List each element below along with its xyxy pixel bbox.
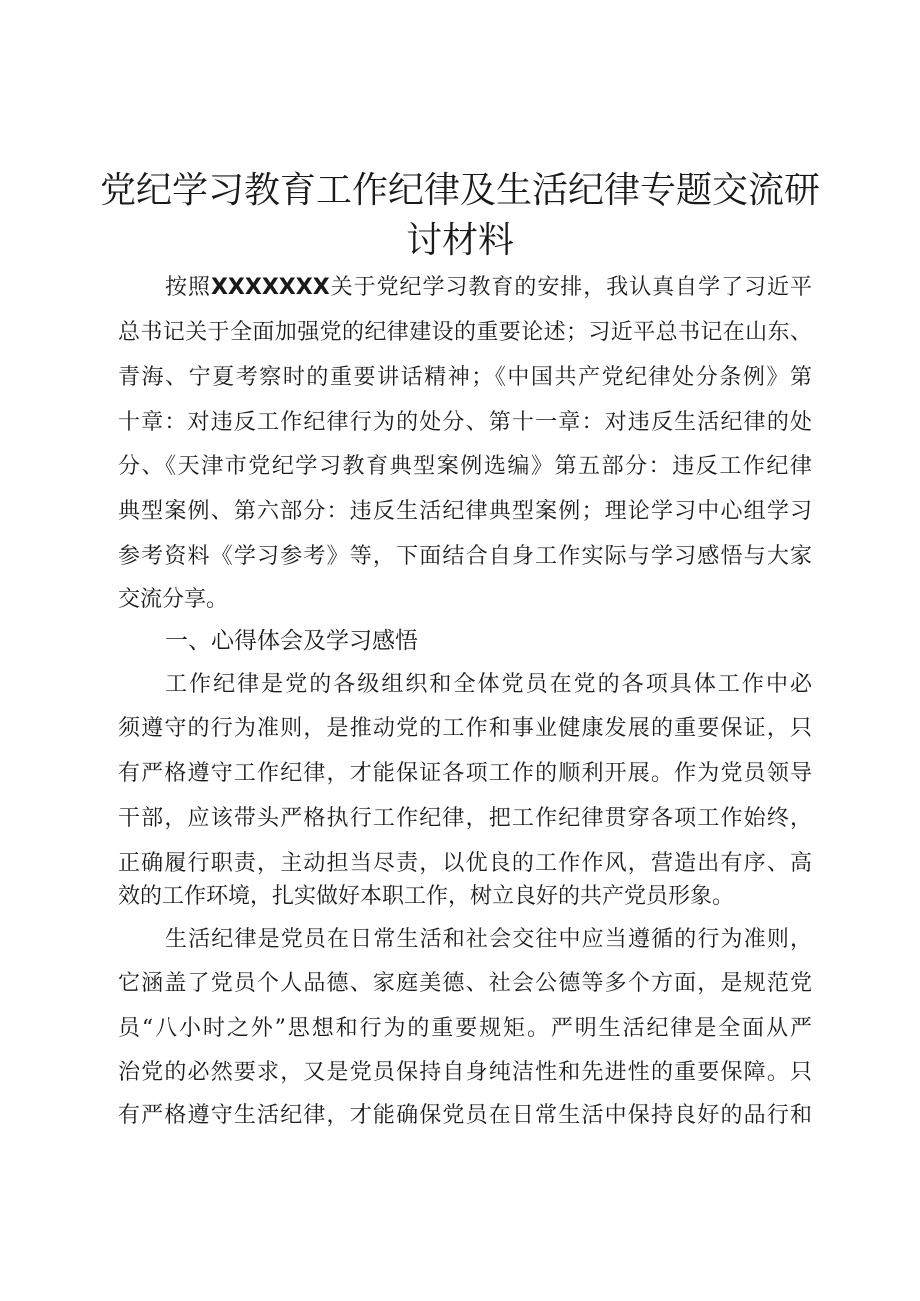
- document-title-line-2: 讨材料: [405, 220, 514, 261]
- intro-line-7: 参考资料《学习参考》等，下面结合自身工作实际与学习感悟与大家: [118, 544, 812, 569]
- para2-line-1: 生活纪律是党员在日常生活和社会交往中应当遵循的行为准则，: [165, 927, 812, 952]
- para1-line-6: 效的工作环境，扎实做好本职工作，树立良好的共产党员形象。: [118, 884, 735, 909]
- para1-line-1: 工作纪律是党的各级组织和全体党员在党的各项具体工作中必: [165, 672, 812, 697]
- intro-prefix: 按照: [165, 275, 211, 300]
- intro-line-4: 十章：对违反工作纪律行为的处分、第十一章：对违反生活纪律的处: [118, 410, 812, 435]
- para2-line-4: 治党的必然要求，又是党员保持自身纯洁性和先进性的重要保障。只: [118, 1060, 812, 1085]
- intro-line-6: 典型案例、第六部分：违反生活纪律典型案例；理论学习中心组学习: [118, 499, 812, 524]
- para2-line-5: 有严格遵守生活纪律，才能确保党员在日常生活中保持良好的品行和: [118, 1103, 812, 1128]
- intro-line-8: 交流分享。: [118, 587, 229, 612]
- section-heading: 一、心得体会及学习感悟: [165, 628, 418, 654]
- intro-line-2: 总书记关于全面加强党的纪律建设的重要论述；习近平总书记在山东、: [118, 320, 812, 345]
- para2-line-2: 它涵盖了党员个人品德、家庭美德、社会公德等多个方面，是规范党: [118, 971, 812, 996]
- redacted-org-name: XXXXXXX: [210, 275, 330, 300]
- intro-line-5: 分、《天津市党纪学习教育典型案例选编》第五部分：违反工作纪律: [118, 454, 812, 479]
- para1-line-5: 正确履行职责，主动担当尽责，以优良的工作作风，营造出有序、高: [118, 851, 812, 876]
- para1-line-3: 有严格遵守工作纪律，才能保证各项工作的顺利开展。作为党员领导: [118, 761, 812, 786]
- intro-line-3: 青海、宁夏考察时的重要讲话精神；《中国共产党纪律处分条例》第: [118, 365, 812, 390]
- para1-line-2: 须遵守的行为准则，是推动党的工作和事业健康发展的重要保证，只: [118, 716, 812, 741]
- intro-line-1: [165, 273, 812, 303]
- para1-line-4: 干部，应该带头严格执行工作纪律，把工作纪律贯穿各项工作始终，: [118, 806, 812, 831]
- para2-line-3: 员“八小时之外”思想和行为的重要规矩。严明生活纪律是全面从严: [118, 1016, 812, 1041]
- intro-suffix: 关于党纪学习教育的安排，我认真自学了习近平: [329, 275, 812, 300]
- document-title-line-1: 党纪学习教育工作纪律及生活纪律专题交流研: [100, 170, 821, 211]
